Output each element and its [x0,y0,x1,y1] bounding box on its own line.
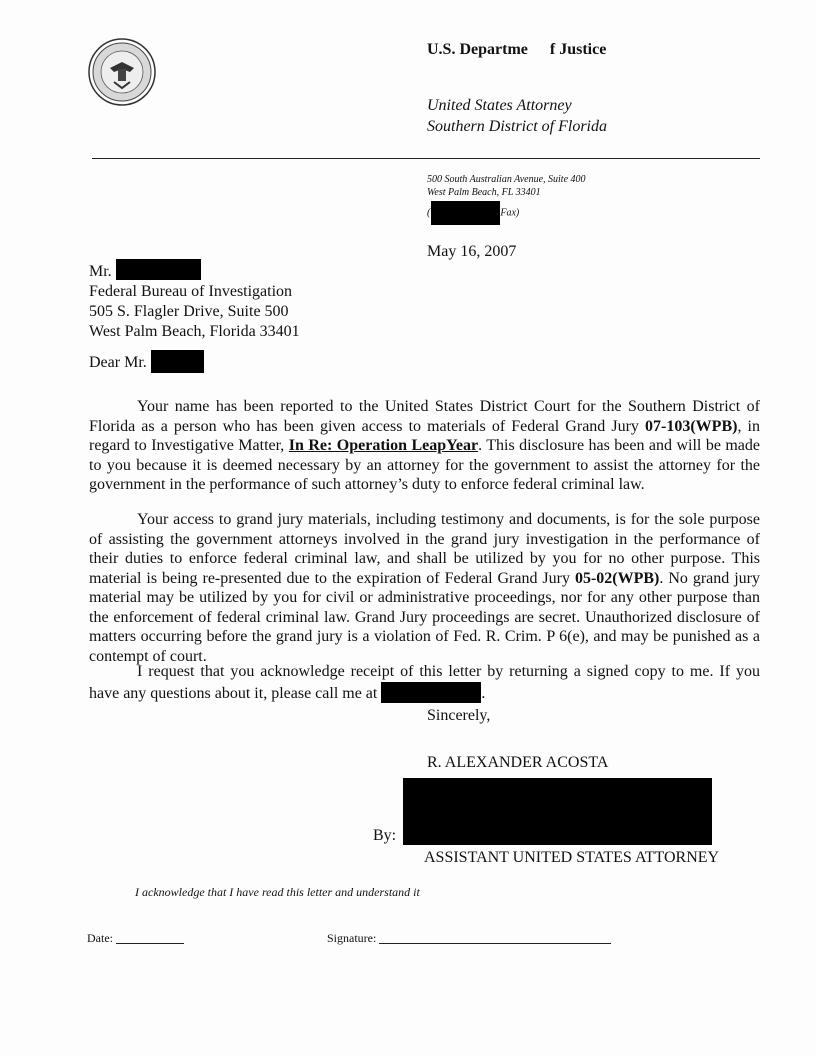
office-line-2: Southern District of Florida [427,118,607,135]
paragraph-1: Your name has been reported to the United States District Court for the Southern District of Florida as a person who has been given access to materials of Federal Grand Jury 07-103(WPB), in regard to Investigative Matter, In Re: Operation LeapYear. This disclosure has been and will be made to you because it is deemed necessary by an attorney for the government to assist the attorney for the government in the performance of such attorney’s duty to enforce federal criminal law. [89,398,761,493]
recipient-street: 505 S. Flagler Drive, Suite 500 [89,303,289,320]
investigative-matter: In Re: Operation LeapYear [288,437,479,454]
doj-seal [88,38,156,106]
redaction [431,201,500,225]
phone-fax: ( Fax) [427,201,519,225]
redaction [116,259,201,280]
salutation: Dear Mr. [89,350,204,373]
date-field[interactable] [87,931,184,946]
signature-redaction [403,778,712,845]
address-line-2: West Palm Beach, FL 33401 [427,187,541,198]
acknowledgement-statement: I acknowledge that I have read this letter and understand it [135,885,420,899]
letter-date: May 16, 2007 [427,243,517,260]
recipient-city: West Palm Beach, Florida 33401 [89,323,300,340]
paragraph-2: Your access to grand jury materials, including testimony and documents, is for the sole purpose of assisting the government attorneys involved in the grand jury investigation in the performance of their duties to enforce federal criminal law, and shall be utilized by you for no other purpose. This material is being re-presented due to the expiration of Federal Grand Jury 05-02(WPB). No grand jury material may be utilized by you for civil or administrative proceedings, nor for any other purpose than the enforcement of federal criminal law. Grand Jury proceedings are secret. Unauthorized disclosure of matters occurring before the grand jury is a violation of Fed. R. Crim. P 6(e), and may be punished as a contempt of court. [89,511,760,665]
redaction [151,350,204,373]
date-line[interactable] [116,943,184,944]
signature-label: Signature: [327,931,377,945]
office-name [427,95,607,137]
redaction [381,682,481,703]
office-line-1: United States Attorney [427,97,572,114]
office-address [427,173,586,199]
paragraph-3: I request that you acknowledge receipt of this letter by returning a signed copy to me. If you have any questions about it, please call me at . [89,663,760,702]
header-divider [92,158,760,159]
address-line-1: 500 South Australian Avenue, Suite 400 [427,174,586,185]
signature-field[interactable] [327,931,611,946]
signature-line[interactable] [379,943,611,944]
closing: Sincerely, [427,707,491,724]
date-label: Date: [87,931,113,945]
recipient-name: Mr. [89,259,300,282]
recipient-address [89,259,300,342]
signer-name: R. ALEXANDER ACOSTA [427,754,609,771]
grand-jury-number: 07-103(WPB) [645,417,738,435]
recipient-org: Federal Bureau of Investigation [89,283,293,300]
ausa-title: ASSISTANT UNITED STATES ATTORNEY [424,849,720,866]
expired-grand-jury-number: 05-02(WPB) [574,569,660,587]
by-label: By: [373,827,397,844]
agency-name: U.S. Departme f Justice [427,41,607,58]
